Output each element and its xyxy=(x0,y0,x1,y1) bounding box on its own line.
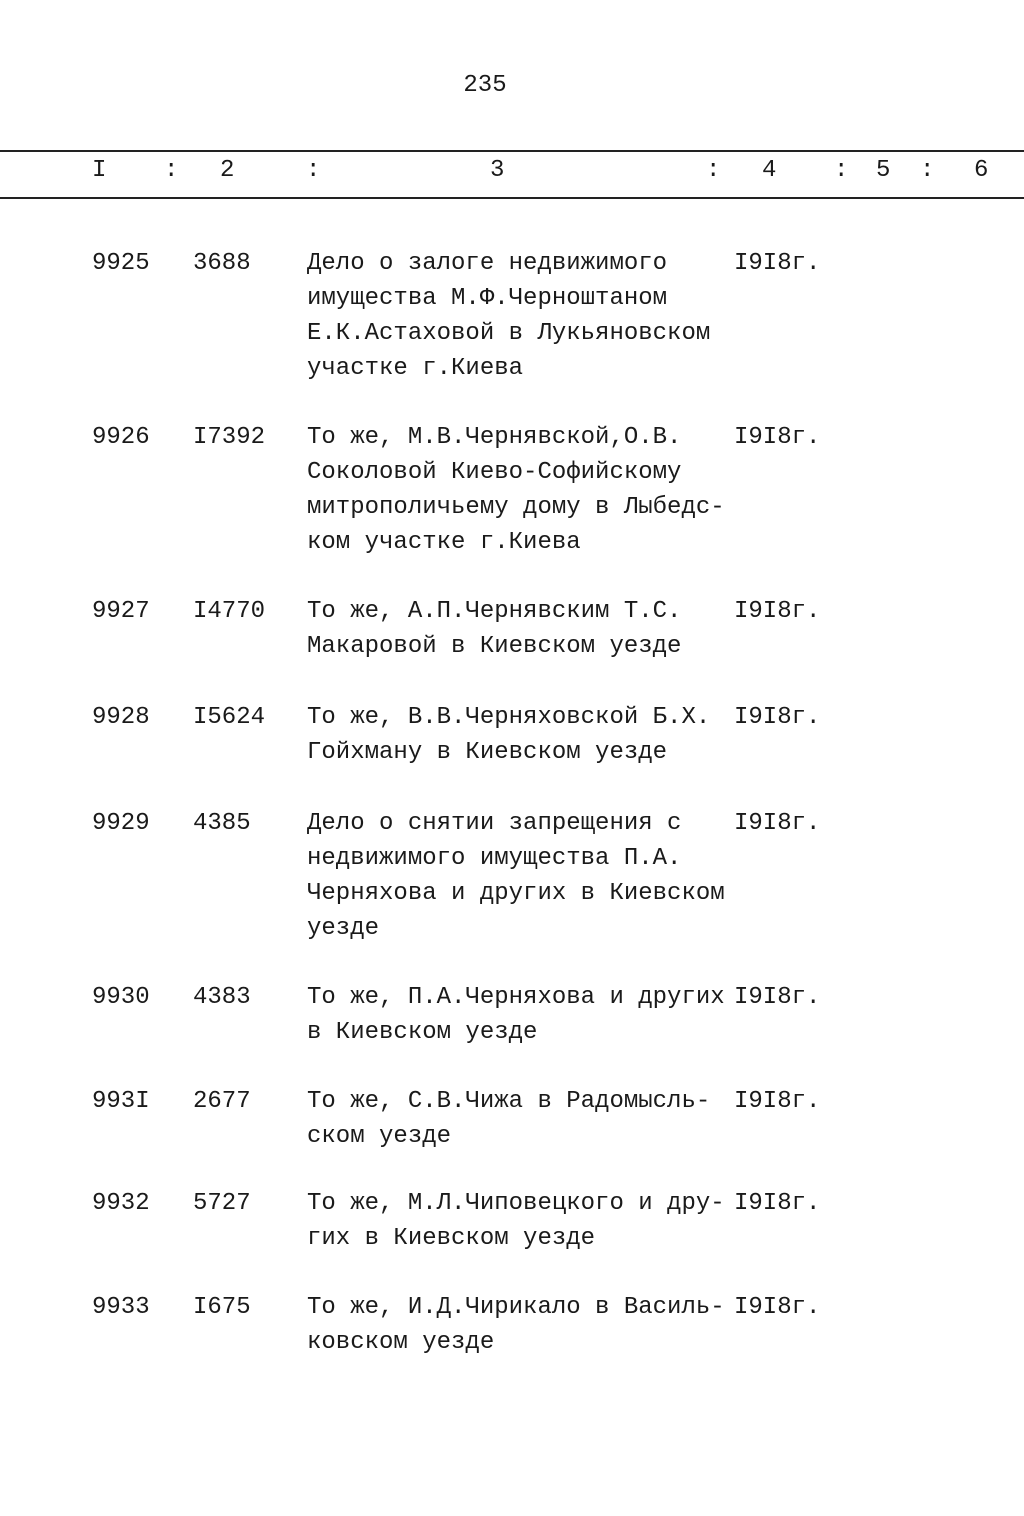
row-year: I9I8г. xyxy=(734,1190,821,1217)
header-col-2: 2 xyxy=(220,157,235,184)
row-description: Дело о снятии запрещения с недвижимого имущества П.А. Черняхова и других в Киевском уезде xyxy=(307,810,725,942)
row-year: I9I8г. xyxy=(734,1088,821,1115)
row-code: 3688 xyxy=(193,250,251,277)
row-description: То же, С.В.Чижа в Радомысль- ском уезде xyxy=(307,1088,711,1150)
row-year: I9I8г. xyxy=(734,810,821,837)
row-description: Дело о залоге недвижимого имущества М.Ф.Черноштаном Е.К.Астаховой в Лукьяновском участке г.Киева xyxy=(307,250,711,382)
header-col-5: 5 xyxy=(876,157,891,184)
header-col-1: I xyxy=(92,157,107,184)
header-separator: : xyxy=(834,157,849,184)
row-number: 993I xyxy=(92,1088,150,1115)
header-separator: : xyxy=(706,157,721,184)
header-separator: : xyxy=(164,157,179,184)
header-bottom-rule xyxy=(0,197,1024,199)
row-description: То же, В.В.Черняховской Б.Х. Гойхману в Киевском уезде xyxy=(307,704,711,766)
row-number: 9930 xyxy=(92,984,150,1011)
row-code: 5727 xyxy=(193,1190,251,1217)
header-col-4: 4 xyxy=(762,157,777,184)
row-code: I7392 xyxy=(193,424,266,451)
row-number: 9926 xyxy=(92,424,150,451)
row-year: I9I8г. xyxy=(734,424,821,451)
page-number: 235 xyxy=(463,72,507,99)
row-description: То же, М.Л.Чиповецкого и дру- гих в Киевском уезде xyxy=(307,1190,725,1252)
header-col-3: 3 xyxy=(490,157,505,184)
row-description: То же, А.П.Чернявским Т.С. Макаровой в Киевском уезде xyxy=(307,598,682,660)
header-separator: : xyxy=(306,157,321,184)
header-separator: : xyxy=(920,157,935,184)
row-code: I4770 xyxy=(193,598,266,625)
row-year: I9I8г. xyxy=(734,598,821,625)
row-number: 9933 xyxy=(92,1294,150,1321)
row-year: I9I8г. xyxy=(734,704,821,731)
row-description: То же, И.Д.Чирикало в Василь- ковском уезде xyxy=(307,1294,725,1356)
row-number: 9925 xyxy=(92,250,150,277)
row-number: 9928 xyxy=(92,704,150,731)
row-description: То же, П.А.Черняхова и других в Киевском уезде xyxy=(307,984,725,1046)
row-code: 2677 xyxy=(193,1088,251,1115)
row-code: 4383 xyxy=(193,984,251,1011)
row-year: I9I8г. xyxy=(734,250,821,277)
row-number: 9932 xyxy=(92,1190,150,1217)
row-year: I9I8г. xyxy=(734,1294,821,1321)
row-year: I9I8г. xyxy=(734,984,821,1011)
row-description: То же, М.В.Чернявской,О.В. Соколовой Киево-Софийскому митрополичьему дому в Лыбедс- ком участке г.Киева xyxy=(307,424,725,556)
row-number: 9927 xyxy=(92,598,150,625)
header-top-rule xyxy=(0,150,1024,152)
row-number: 9929 xyxy=(92,810,150,837)
header-col-6: 6 xyxy=(974,157,989,184)
row-code: 4385 xyxy=(193,810,251,837)
row-code: I5624 xyxy=(193,704,266,731)
row-code: I675 xyxy=(193,1294,251,1321)
